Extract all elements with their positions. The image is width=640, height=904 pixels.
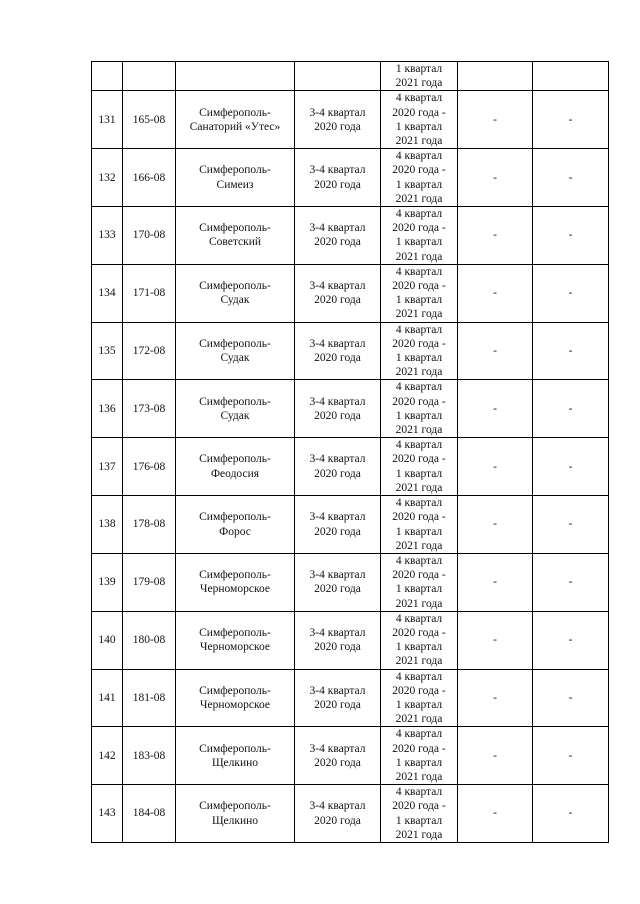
cell-route bbox=[176, 62, 295, 91]
cell-col6: - bbox=[458, 264, 533, 322]
end-period-line: 1 квартал bbox=[395, 236, 443, 249]
cell-col6: - bbox=[458, 785, 533, 843]
start-period-line: 2020 года bbox=[314, 756, 361, 769]
cell-code: 179-08 bbox=[123, 553, 176, 611]
start-period-line: 3-4 квартал bbox=[309, 569, 366, 582]
end-period-line: 2020 года - bbox=[392, 511, 446, 524]
route-line: Симферополь- bbox=[199, 800, 271, 813]
cell-number: 132 bbox=[92, 149, 123, 207]
table-row bbox=[92, 727, 609, 785]
routes-table-body bbox=[92, 62, 609, 843]
cell-end-period bbox=[381, 785, 458, 843]
cell-end-period bbox=[381, 553, 458, 611]
table-row bbox=[92, 149, 609, 207]
route-line: Симферополь- bbox=[199, 742, 271, 755]
table-row bbox=[92, 380, 609, 438]
end-period-line: 1 квартал bbox=[395, 120, 443, 133]
cell-code: 176-08 bbox=[123, 438, 176, 496]
end-period-line: 1 квартал bbox=[395, 178, 443, 191]
cell-end-period bbox=[381, 91, 458, 149]
cell-number: 133 bbox=[92, 207, 123, 265]
end-period-line: 4 квартал bbox=[395, 497, 443, 510]
cell-code: 184-08 bbox=[123, 785, 176, 843]
cell-route bbox=[176, 785, 295, 843]
start-period-line: 3-4 квартал bbox=[309, 337, 366, 350]
cell-start-period bbox=[295, 91, 381, 149]
cell-code: 178-08 bbox=[123, 496, 176, 554]
cell-start-period bbox=[295, 669, 381, 727]
start-period-line: 3-4 квартал bbox=[309, 742, 366, 755]
cell-col7: - bbox=[533, 264, 609, 322]
route-line: Санаторий «Утес» bbox=[189, 120, 281, 133]
start-period-line: 3-4 квартал bbox=[309, 511, 366, 524]
route-line: Симферополь- bbox=[199, 222, 271, 235]
cell-col6: - bbox=[458, 553, 533, 611]
route-line: Симферополь- bbox=[199, 569, 271, 582]
route-line: Судак bbox=[220, 409, 250, 422]
end-period-line: 2020 года - bbox=[392, 742, 446, 755]
cell-col6: - bbox=[458, 91, 533, 149]
cell-col6: - bbox=[458, 149, 533, 207]
table-row bbox=[92, 264, 609, 322]
end-period-line: 2020 года - bbox=[392, 800, 446, 813]
end-period-line: 2021 года bbox=[395, 424, 443, 437]
start-period-line: 3-4 квартал bbox=[309, 453, 366, 466]
cell-route bbox=[176, 91, 295, 149]
start-period-line: 2020 года bbox=[314, 525, 361, 538]
table-row bbox=[92, 91, 609, 149]
cell-route bbox=[176, 322, 295, 380]
route-line: Симферополь- bbox=[199, 684, 271, 697]
end-period-line: 1 квартал bbox=[395, 294, 443, 307]
cell-end-period bbox=[381, 727, 458, 785]
end-period-line: 2021 года bbox=[395, 713, 443, 726]
route-line: Черноморское bbox=[200, 641, 270, 654]
route-line: Черноморское bbox=[200, 583, 270, 596]
end-period-line: 4 квартал bbox=[395, 150, 443, 163]
start-period-line: 2020 года bbox=[314, 467, 361, 480]
cell-number: 142 bbox=[92, 727, 123, 785]
start-period-line: 2020 года bbox=[314, 583, 361, 596]
end-period-line: 2020 года - bbox=[392, 280, 446, 293]
cell-end-period bbox=[381, 611, 458, 669]
cell-end-period bbox=[381, 380, 458, 438]
end-period-line: 2021 года bbox=[395, 481, 443, 494]
end-period-line: 1 квартал bbox=[395, 63, 443, 75]
cell-start-period bbox=[295, 553, 381, 611]
end-period-line: 2021 года bbox=[395, 539, 443, 552]
cell-start-period bbox=[295, 207, 381, 265]
cell-col6: - bbox=[458, 496, 533, 554]
end-period-line: 2021 года bbox=[395, 828, 443, 841]
table-row bbox=[92, 785, 609, 843]
route-line: Советский bbox=[208, 236, 262, 249]
continuation-row bbox=[92, 62, 609, 91]
end-period-line: 2020 года - bbox=[392, 453, 446, 466]
end-period-line: 2021 года bbox=[395, 308, 443, 321]
route-line: Черноморское bbox=[200, 698, 270, 711]
route-line: Симферополь- bbox=[199, 453, 271, 466]
cell-col6: - bbox=[458, 438, 533, 496]
cell-start-period bbox=[295, 322, 381, 380]
end-period-line: 1 квартал bbox=[395, 409, 443, 422]
route-line: Симферополь- bbox=[199, 626, 271, 639]
table-row bbox=[92, 669, 609, 727]
end-period-line: 1 квартал bbox=[395, 525, 443, 538]
route-line: Феодосия bbox=[210, 467, 260, 480]
cell-end-period bbox=[381, 669, 458, 727]
cell-end-period bbox=[381, 264, 458, 322]
end-period-line: 4 квартал bbox=[395, 208, 443, 221]
cell-col6 bbox=[458, 62, 533, 91]
end-period-line: 4 квартал bbox=[395, 381, 443, 394]
cell-end-period bbox=[381, 322, 458, 380]
start-period-line: 2020 года bbox=[314, 698, 361, 711]
route-line: Симферополь- bbox=[199, 511, 271, 524]
start-period-line: 2020 года bbox=[314, 294, 361, 307]
cell-route bbox=[176, 553, 295, 611]
start-period-line: 3-4 квартал bbox=[309, 222, 366, 235]
end-period-line: 2021 года bbox=[395, 366, 443, 379]
end-period-line: 1 квартал bbox=[395, 467, 443, 480]
start-period-line: 2020 года bbox=[314, 178, 361, 191]
start-period-line: 3-4 квартал bbox=[309, 164, 366, 177]
end-period-line: 2021 года bbox=[395, 770, 443, 783]
cell-col7: - bbox=[533, 553, 609, 611]
cell-start-period bbox=[295, 149, 381, 207]
cell-col7: - bbox=[533, 785, 609, 843]
cell-col7: - bbox=[533, 322, 609, 380]
cell-route bbox=[176, 611, 295, 669]
cell-end-period bbox=[381, 496, 458, 554]
cell-code: 180-08 bbox=[123, 611, 176, 669]
start-period-line: 3-4 квартал bbox=[309, 684, 366, 697]
end-period-line: 2020 года - bbox=[392, 626, 446, 639]
end-period-line: 2020 года - bbox=[392, 222, 446, 235]
cell-number: 140 bbox=[92, 611, 123, 669]
end-period-line: 2020 года - bbox=[392, 569, 446, 582]
end-period-line: 2020 года - bbox=[392, 684, 446, 697]
cell-col6: - bbox=[458, 727, 533, 785]
start-period-line: 2020 года bbox=[314, 814, 361, 827]
cell-col6: - bbox=[458, 380, 533, 438]
end-period-line: 4 квартал bbox=[395, 554, 443, 567]
cell-route bbox=[176, 149, 295, 207]
cell-route bbox=[176, 669, 295, 727]
cell-code bbox=[123, 62, 176, 91]
route-line: Симферополь- bbox=[199, 395, 271, 408]
start-period-line: 3-4 квартал bbox=[309, 280, 366, 293]
table-row bbox=[92, 553, 609, 611]
end-period-line: 1 квартал bbox=[395, 756, 443, 769]
cell-code: 183-08 bbox=[123, 727, 176, 785]
start-period-line: 2020 года bbox=[314, 409, 361, 422]
cell-col7: - bbox=[533, 207, 609, 265]
cell-code: 170-08 bbox=[123, 207, 176, 265]
cell-col7: - bbox=[533, 496, 609, 554]
cell-number: 139 bbox=[92, 553, 123, 611]
route-line: Симферополь- bbox=[199, 106, 271, 119]
cell-code: 172-08 bbox=[123, 322, 176, 380]
cell-end-period bbox=[381, 207, 458, 265]
cell-number: 137 bbox=[92, 438, 123, 496]
end-period-line: 1 квартал bbox=[395, 641, 443, 654]
cell-col6: - bbox=[458, 322, 533, 380]
cell-start-period bbox=[295, 727, 381, 785]
end-period-line: 2021 года bbox=[395, 597, 443, 610]
cell-route bbox=[176, 438, 295, 496]
cell-col7: - bbox=[533, 91, 609, 149]
cell-code: 181-08 bbox=[123, 669, 176, 727]
start-period-line: 3-4 квартал bbox=[309, 626, 366, 639]
end-period-line: 2020 года - bbox=[392, 106, 446, 119]
route-line: Симферополь- bbox=[199, 280, 271, 293]
cell-number: 138 bbox=[92, 496, 123, 554]
cell-route bbox=[176, 727, 295, 785]
table-row bbox=[92, 207, 609, 265]
end-period-line: 2021 года bbox=[395, 655, 443, 668]
cell-code: 171-08 bbox=[123, 264, 176, 322]
cell-start-period bbox=[295, 611, 381, 669]
route-line: Симферополь- bbox=[199, 337, 271, 350]
cell-number: 143 bbox=[92, 785, 123, 843]
start-period-line: 3-4 квартал bbox=[309, 800, 366, 813]
cell-start-period bbox=[295, 62, 381, 91]
cell-col6: - bbox=[458, 611, 533, 669]
end-period-line: 4 квартал bbox=[395, 439, 443, 452]
end-period-line: 4 квартал bbox=[395, 323, 443, 336]
end-period-line: 4 квартал bbox=[395, 670, 443, 683]
cell-col7: - bbox=[533, 149, 609, 207]
cell-col7: - bbox=[533, 438, 609, 496]
cell-code: 166-08 bbox=[123, 149, 176, 207]
route-line: Симферополь- bbox=[199, 164, 271, 177]
cell-code: 173-08 bbox=[123, 380, 176, 438]
route-line: Щелкино bbox=[211, 814, 259, 827]
end-period-line: 1 квартал bbox=[395, 814, 443, 827]
cell-end-period bbox=[381, 149, 458, 207]
cell-start-period bbox=[295, 264, 381, 322]
cell-end-period bbox=[381, 438, 458, 496]
end-period-line: 4 квартал bbox=[395, 728, 443, 741]
table-row bbox=[92, 611, 609, 669]
start-period-line: 3-4 квартал bbox=[309, 106, 366, 119]
end-period-line: 4 квартал bbox=[395, 92, 443, 105]
cell-route bbox=[176, 380, 295, 438]
cell-start-period bbox=[295, 785, 381, 843]
table-row bbox=[92, 496, 609, 554]
start-period-line: 2020 года bbox=[314, 641, 361, 654]
cell-route bbox=[176, 496, 295, 554]
end-period-line: 4 квартал bbox=[395, 612, 443, 625]
route-line: Судак bbox=[220, 352, 250, 365]
end-period-line: 2020 года - bbox=[392, 164, 446, 177]
cell-number: 136 bbox=[92, 380, 123, 438]
cell-start-period bbox=[295, 438, 381, 496]
end-period-line: 2020 года - bbox=[392, 337, 446, 350]
cell-route bbox=[176, 264, 295, 322]
end-period-line: 2020 года - bbox=[392, 395, 446, 408]
cell-col7: - bbox=[533, 611, 609, 669]
end-period-line: 1 квартал bbox=[395, 583, 443, 596]
end-period-line: 2021 года bbox=[395, 250, 443, 263]
cell-number: 131 bbox=[92, 91, 123, 149]
cell-number: 134 bbox=[92, 264, 123, 322]
cell-col6: - bbox=[458, 669, 533, 727]
cell-col6: - bbox=[458, 207, 533, 265]
start-period-line: 2020 года bbox=[314, 236, 361, 249]
cell-start-period bbox=[295, 380, 381, 438]
cell-col7: - bbox=[533, 727, 609, 785]
route-line: Симеиз bbox=[216, 178, 254, 191]
cell-code: 165-08 bbox=[123, 91, 176, 149]
routes-table bbox=[91, 61, 609, 843]
cell-number: 135 bbox=[92, 322, 123, 380]
cell-col7 bbox=[533, 62, 609, 91]
end-period-line: 2021 года bbox=[395, 192, 443, 205]
cell-col7: - bbox=[533, 380, 609, 438]
cell-start-period bbox=[295, 496, 381, 554]
table-row bbox=[92, 438, 609, 496]
end-period-line: 1 квартал bbox=[395, 352, 443, 365]
end-period-line: 2021 года bbox=[395, 135, 443, 148]
end-period-line: 4 квартал bbox=[395, 265, 443, 278]
cell-route bbox=[176, 207, 295, 265]
cell-end-period bbox=[381, 62, 458, 91]
end-period-line: 2021 года bbox=[395, 77, 443, 90]
table-row bbox=[92, 322, 609, 380]
cell-number bbox=[92, 62, 123, 91]
end-period-line: 1 квартал bbox=[395, 698, 443, 711]
start-period-line: 2020 года bbox=[314, 352, 361, 365]
start-period-line: 3-4 квартал bbox=[309, 395, 366, 408]
route-line: Форос bbox=[219, 525, 251, 538]
end-period-line: 4 квартал bbox=[395, 786, 443, 799]
cell-col7: - bbox=[533, 669, 609, 727]
route-line: Судак bbox=[220, 294, 250, 307]
route-line: Щелкино bbox=[211, 756, 259, 769]
start-period-line: 2020 года bbox=[314, 120, 361, 133]
cell-number: 141 bbox=[92, 669, 123, 727]
